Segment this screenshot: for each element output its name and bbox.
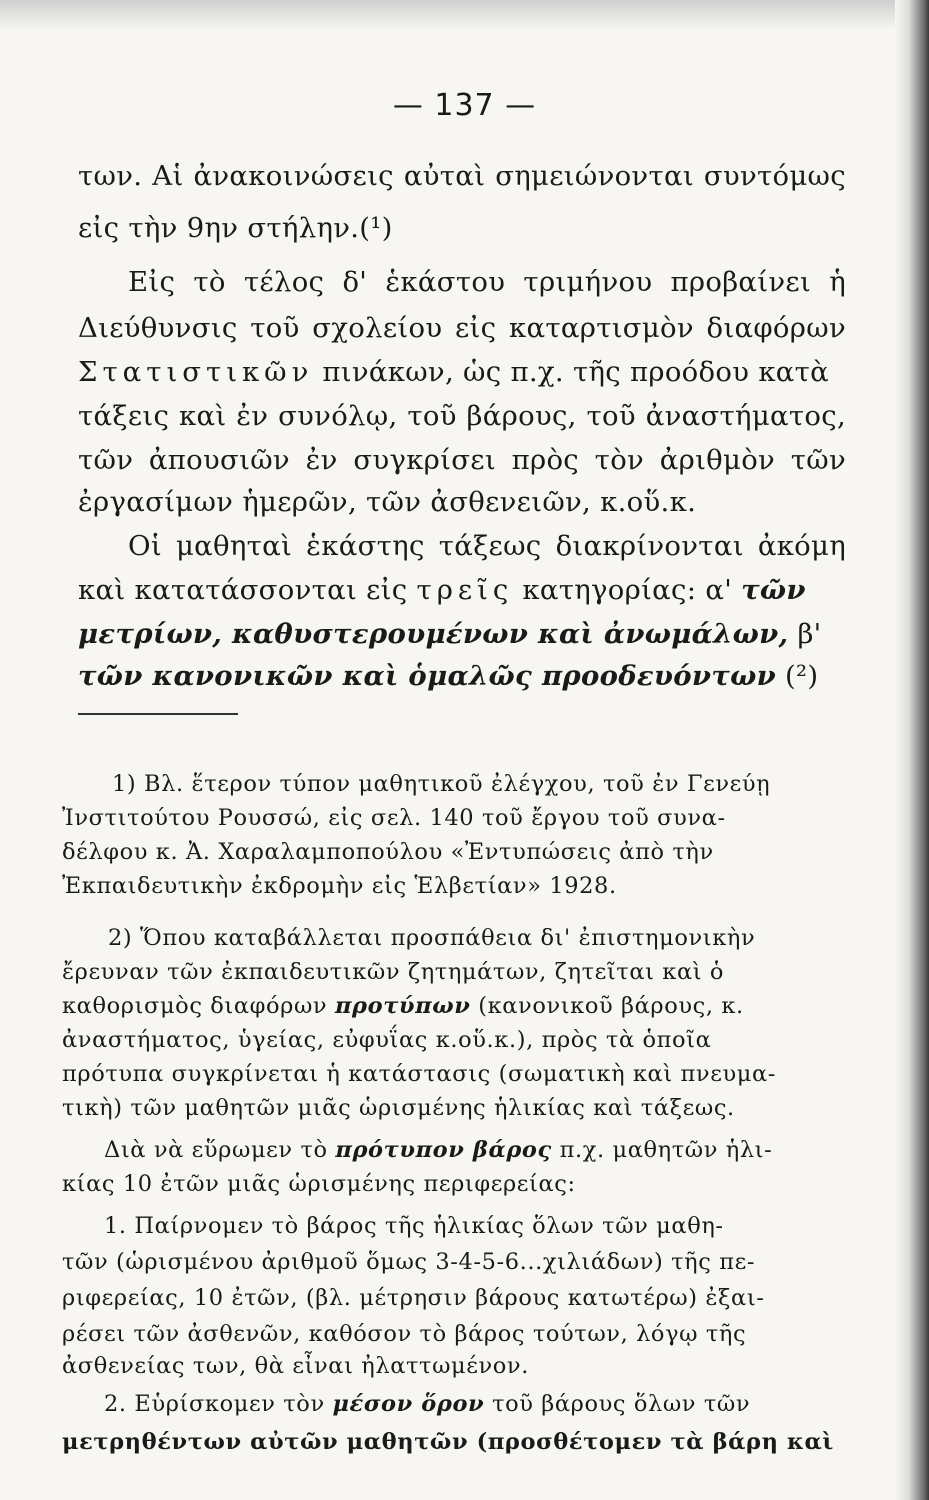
footnote-2-line-7 [104,1136,842,1164]
footnote-1-line-1: 1) Βλ. ἕτερον τύπον μαθητικοῦ ἐλέγχου, τοῦ ἐν Γενεύῃ [112,771,771,797]
body-line-11 [78,618,846,650]
footnote-2-step-2-line-1 [104,1390,842,1418]
footnote-2-line-2: ἔρευναν τῶν ἐκπαιδευτικῶν ζητημάτων, ζητεῖται καὶ ὁ [62,959,725,985]
body-line-2: εἰς τὴν 9ην στήλην.(¹) [78,212,393,244]
footnote-2-line-4: ἀναστήματος, ὑγείας, εὐφυΐας κ.οὕ.κ.), πρὸς τὰ ὁποῖα [62,1027,712,1053]
footnote-2-line-7-start: Διὰ νὰ εὕρωμεν τὸ [104,1137,336,1163]
footnote-2-step-1-line-5: ἀσθενείας των, θὰ εἶναι ἠλαττωμένον. [62,1353,529,1379]
footnote-2-step-2-start: 2. Εὑρίσκομεν τὸν [104,1391,333,1417]
footnote-2-step-1-line-1: 1. Παίρνομεν τὸ βάρος τῆς ἡλικίας ὅλων τῶν μαθη- [104,1213,724,1239]
footnote-2-line-3-end: (κανονικοῦ βάρους, κ. [470,993,744,1019]
footnote-2-step-2-end: τοῦ βάρους ὅλων τῶν [484,1391,751,1417]
footnote-1-line-2: Ἰνστιτούτου Ρουσσώ, εἰς σελ. 140 τοῦ ἔργου τοῦ συνα- [62,805,726,831]
footnote-2-line-5: πρότυπα συγκρίνεται ἡ κατάστασις (σωματικὴ καὶ πνευμα- [62,1061,776,1087]
body-line-10-bold: τῶν [741,574,806,606]
standards-bold: προτύπων [334,993,471,1019]
book-binding-edge [895,0,929,1500]
body-line-3: Εἰς τὸ τέλος δ' ἑκάστου τριμήνου προβαίνει ἡ [128,266,846,298]
footnote-2-line-7-end: π.χ. μαθητῶν ἡλι- [551,1137,773,1163]
body-line-8: ἐργασίμων ἡμερῶν, τῶν ἀσθενειῶν, κ.οὕ.κ. [78,486,697,518]
footnote-2-line-3 [62,992,842,1020]
footnote-1-line-4: Ἐκπαιδευτικὴν ἐκδρομὴν εἰς Ἑλβετίαν» 1928. [62,873,617,899]
footnote-2-line-3-start: καθορισμὸς διαφόρων [62,993,335,1019]
body-line-4: Διεύθυνσις τοῦ σχολείου εἰς καταρτισμὸν διαφόρων [78,312,846,344]
category-b-bold: τῶν κανονικῶν καὶ ὁμαλῶς προοδευόντων [78,660,776,692]
body-line-10-start: καὶ κατατάσσονται εἰς [78,574,417,606]
footnote-2-line-6: τικὴ) τῶν μαθητῶν μιᾶς ὡρισμένης ἡλικίας καὶ τάξεως. [62,1095,735,1121]
body-line-5 [78,356,846,388]
footnote-2-step-1-line-3: ριφερείας, 10 ἐτῶν, (βλ. μέτρησιν βάρους κατωτέρω) ἐξαι- [62,1285,765,1311]
body-line-6: τάξεις καὶ ἐν συνόλῳ, τοῦ βάρους, τοῦ ἀναστήματος, [78,400,846,432]
body-line-12 [78,660,846,692]
body-line-5-rest: πινάκων, ὡς π.χ. τῆς προόδου κατὰ [313,356,830,388]
footnote-2-line-8: κίας 10 ἐτῶν μιᾶς ὡρισμένης περιφερείας: [62,1171,576,1197]
body-line-1: των. Αἱ ἀνακοινώσεις αὐταὶ σημειώνονται συντόμως [78,160,846,192]
footnote-1-line-3: δέλφου κ. Ἀ. Χαραλαμποπούλου «Ἐντυπώσεις ἀπὸ τὴν [62,839,714,865]
body-line-9: Οἱ μαθηταὶ ἑκάστης τάξεως διακρίνονται ἀκόμη [128,530,846,562]
body-line-7: τῶν ἀπουσιῶν ἐν συγκρίσει πρὸς τὸν ἀριθμὸν τῶν [78,444,846,476]
footnote-2-step-1-line-4: ρέσει τῶν ἀσθενῶν, καθόσον τὸ βάρος τούτων, λόγῳ τῆς [62,1321,747,1347]
footnote-ref-2: (²) [775,660,819,692]
statistics-spaced-word: Στατιστικῶν [78,356,314,388]
page-top-shadow [0,0,929,30]
page-number: — 137 — [392,88,537,123]
category-a-bold: μετρίων, καθυστερουμένων καὶ ἀνωμάλων, [78,618,789,650]
body-line-11-rest: β' [788,618,822,650]
footnote-2-step-2-line-2: μετρηθέντων αὐτῶν μαθητῶν (προσθέτομεν τὰ βάρη καὶ [62,1429,834,1455]
mean-bold: μέσον ὅρον [332,1391,485,1417]
body-line-10 [78,574,846,606]
standard-weight-bold: πρότυπον βάρος [335,1137,552,1163]
three-spaced-word: τρεῖς [416,574,514,606]
footnote-divider [78,713,238,715]
footnote-2-line-1: 2) Ὅπου καταβάλλεται προσπάθεια δι' ἐπιστημονικὴν [108,925,756,951]
footnote-2-step-1-line-2: τῶν (ὡρισμένου ἀριθμοῦ ὅμως 3-4-5-6...χιλιάδων) τῆς πε- [62,1249,756,1275]
body-line-10-mid: κατηγορίας: α' [513,574,742,606]
